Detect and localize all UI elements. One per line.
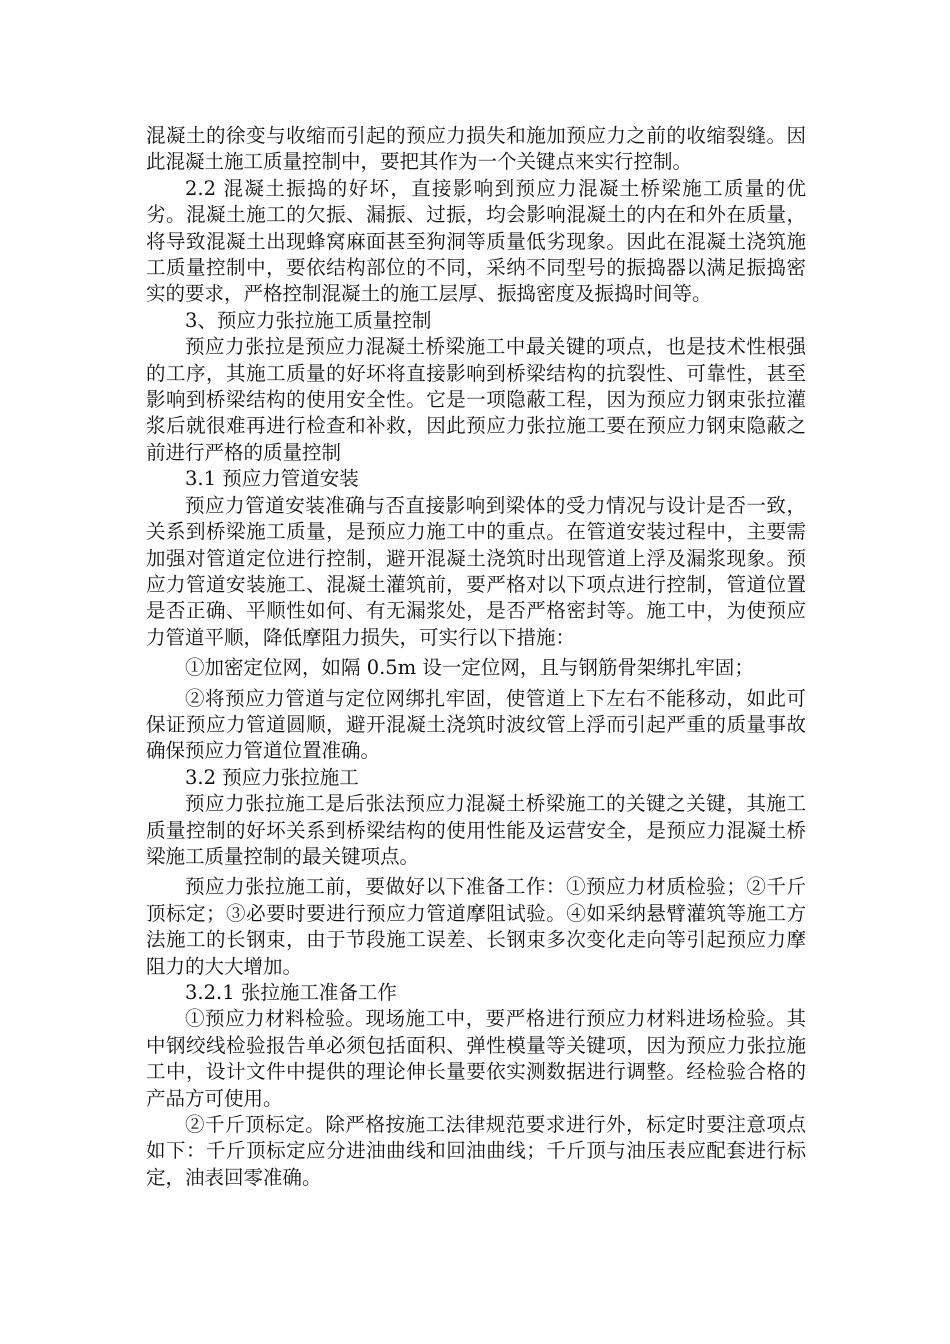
subsection-heading-3-2-1: 3.2.1 张拉施工准备工作: [185, 981, 397, 1004]
paragraph-3-1: 预应力管道安装准确与否直接影响到梁体的受力情况与设计是否一致，关系到桥梁施工质量，是预应力施工中的重点。在管道安装过程中，主要需加强对管道定位进行控制，避开混凝土浇筑时出现管道上浮及漏浆现象。预应力管道安装施工、混凝土灌筑前，要严格对以下项点进行控制，管道位置是否正确、平顺性如何、有无漏浆处，是否严格密封等。施工中，为使预应力管道平顺，降低摩阻力损失，可实行以下措施：: [146, 493, 806, 649]
section-heading-3: 3、预应力张拉施工质量控制: [185, 308, 432, 332]
paragraph-3-2: 预应力张拉施工是后张法预应力混凝土桥梁施工的关键之关键，其施工质量控制的好坏关系到桥梁结构的使用性能及运营安全，是预应力混凝土桥梁施工质量控制的最关键项点。: [146, 792, 806, 868]
paragraph-3-2-prep: 预应力张拉施工前，要做好以下准备工作：①预应力材质检验；②千斤顶标定；③必要时要进行预应力管道摩阻试验。④如采纳悬臂灌筑等施工方法施工的长钢束，由于节段施工误差、长钢束多次变化走向等引起预应力摩阻力的大大增加。: [146, 875, 806, 978]
subsection-heading-3-2: 3.2 预应力张拉施工: [185, 765, 359, 789]
paragraph-3-intro: 预应力张拉是预应力混凝土桥梁施工中最关键的项点，也是技术性根强的工序，其施工质量的好坏将直接影响到桥梁结构的抗裂性、可靠性，甚至影响到桥梁结构的使用安全性。它是一项隐蔽工程，因为预应力钢束张拉灌浆后就很难再进行检查和补救，因此预应力张拉施工要在预应力钢束隐蔽之前进行严格的质量控制: [146, 335, 806, 464]
paragraph-jack-calibration: ②千斤顶标定。除严格按施工法律规范要求进行外，标定时要注意项点如下：千斤顶标定应分进油曲线和回油曲线；千斤顶与油压表应配套进行标定，油表回零准确。: [146, 1113, 806, 1189]
list-item-1: ①加密定位网，如隔 0.5m 设一定位网，且与钢筋骨架绑扎牢固；: [185, 656, 754, 680]
paragraph-2-2: 2.2 混凝土振捣的好坏，直接影响到预应力混凝土桥梁施工质量的优劣。混凝土施工的欠振、漏振、过振，均会影响混凝土的内在和外在质量，将导致混凝土出现蜂窝麻面甚至狗洞等质量低劣现象。因此在混凝土浇筑施工质量控制中，要依结构部位的不同，采纳不同型号的振捣器以满足振捣密实的要求，严格控制混凝土的施工层厚、振捣密度及振捣时间等。: [146, 176, 806, 306]
subsection-heading-3-1: 3.1 预应力管道安装: [185, 467, 359, 491]
list-item-2: ②将预应力管道与定位网绑扎牢固，使管道上下左右不能移动，如此可保证预应力管道圆顺，避开混凝土浇筑时波纹管上浮而引起严重的质量事故确保预应力管道位置准确。: [146, 686, 806, 763]
paragraph-material-check: ①预应力材料检验。现场施工中，要严格进行预应力材料进场检验。其中钢绞线检验报告单必须包括面积、弹性模量等关键项，因为预应力张拉施工中，设计文件中提供的理论伸长量要依实测数据进行调整。经检验合格的产品方可使用。: [146, 1007, 806, 1110]
document-body: [146, 123, 806, 1191]
paragraph-continuation: 混凝土的徐变与收缩而引起的预应力损失和施加预应力之前的收缩裂缝。因此混凝土施工质量控制中，要把其作为一个关键点来实行控制。: [146, 124, 806, 174]
